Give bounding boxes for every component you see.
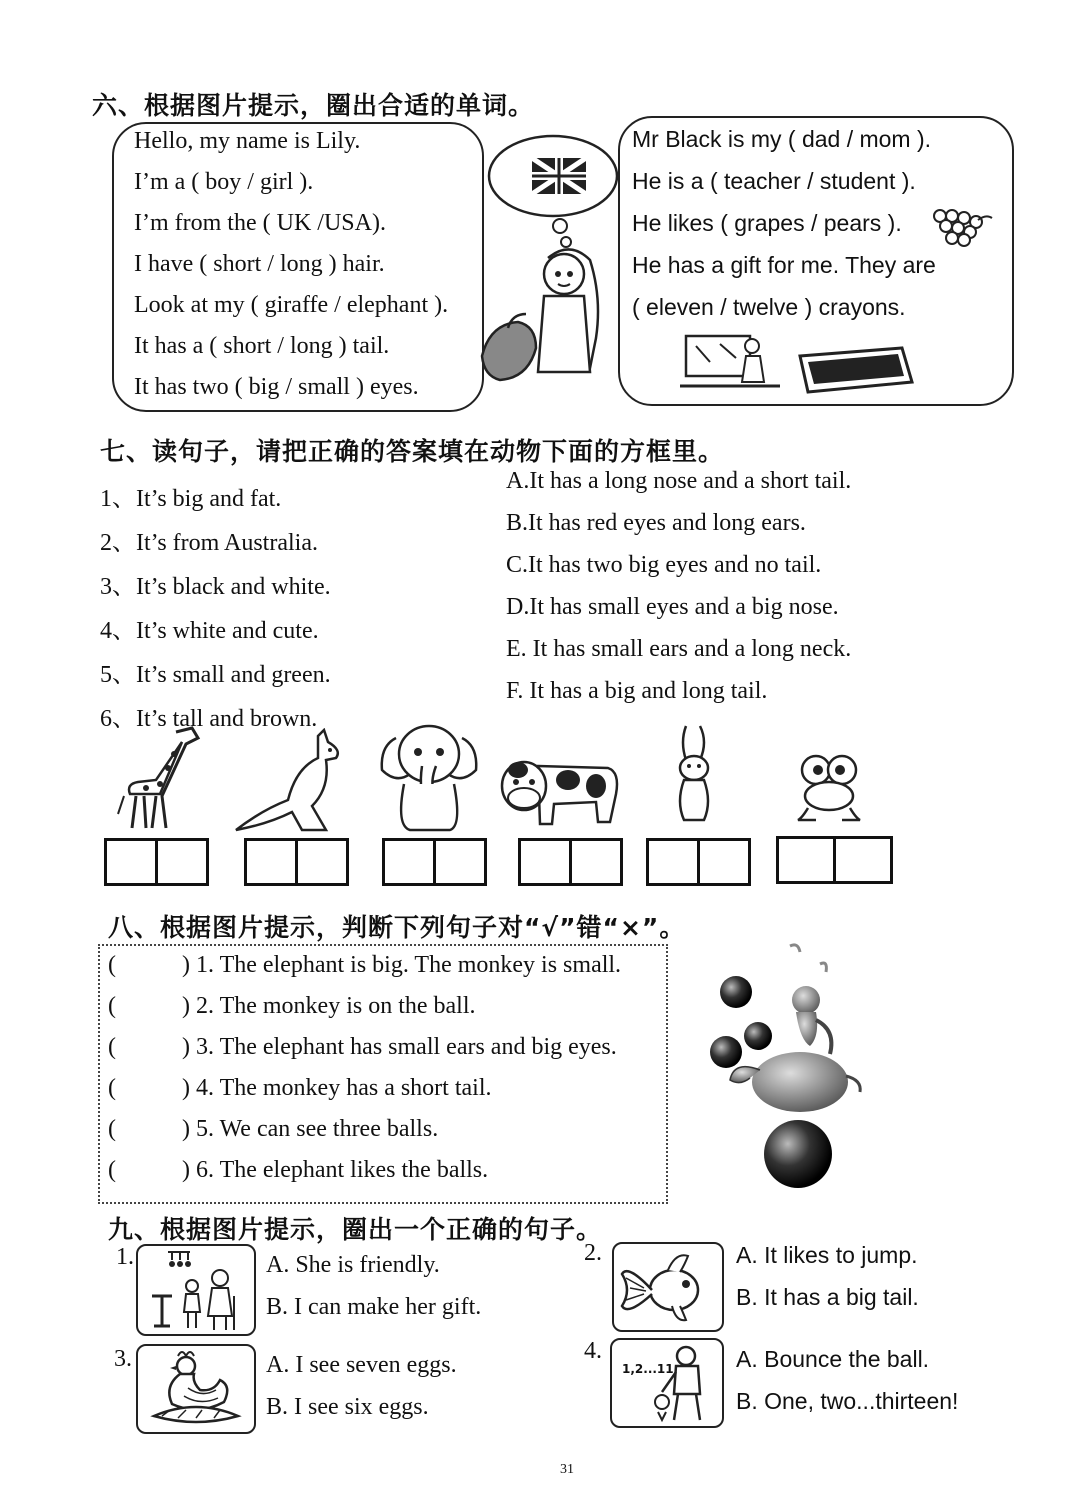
lily-line: It has a ( short / long ) tail. [134,333,390,359]
tf-open-paren[interactable]: ( [108,1034,116,1060]
goldfish-icon [614,1244,722,1330]
lily-line: It has two ( big / small ) eyes. [134,374,419,400]
counting-label: 1,2...11 [622,1362,674,1376]
tf-close-paren[interactable]: ) [182,1075,190,1101]
question-number: 4. [584,1338,602,1364]
question-number: 1. [116,1244,134,1270]
true-false-list [108,952,622,1198]
section8-heading: 八、根据图片提示，判断下列句子对“√”错“×”。 [108,913,686,942]
sentence-item: 5、It’s small and green. [100,662,331,688]
description-item: F. It has a big and long tail. [506,678,768,704]
girl-with-uk-flag-illustration [478,128,628,406]
option-a[interactable]: A. It likes to jump. [736,1242,918,1268]
tf-open-paren[interactable]: ( [108,1157,116,1183]
question4-picture [610,1338,724,1428]
description-item: C.It has two big eyes and no tail. [506,552,822,578]
tf-close-paren[interactable]: ) [182,1034,190,1060]
answer-box-rabbit[interactable] [646,838,751,886]
option-a[interactable]: A. She is friendly. [266,1252,440,1278]
answer-box-elephant[interactable] [382,838,487,886]
option-b[interactable]: B. I see six eggs. [266,1394,429,1420]
mr-black-line: He likes ( grapes / pears ). [632,210,902,236]
section7-sentence-list [100,478,331,742]
question-number: 2. [584,1240,602,1266]
tf-open-paren[interactable]: ( [108,1116,116,1142]
question3-options [266,1352,457,1436]
option-a[interactable]: A. Bounce the ball. [736,1346,930,1372]
section6-heading: 六、根据图片提示，圈出合适的单词。 [92,91,535,120]
tf-sentence: 1. The elephant is big. The monkey is small. [196,952,622,978]
crayon-box-icon [794,344,916,394]
question1-picture [136,1244,256,1336]
option-b[interactable]: B. It has a big tail. [736,1284,919,1310]
answer-box-kangaroo[interactable] [244,838,349,886]
description-item: B.It has red eyes and long ears. [506,510,806,536]
tf-sentence: 2. The monkey is on the ball. [196,993,476,1019]
lily-line: I’m from the ( UK /USA). [134,210,386,236]
answer-box-cow[interactable] [518,838,623,886]
question1-options [266,1252,481,1336]
tf-sentence: 3. The elephant has small ears and big eyes. [196,1034,617,1060]
tf-item [108,993,476,1034]
cow-icon [498,750,624,832]
sentence-item: 2、It’s from Australia. [100,530,318,556]
section7-heading: 七、读句子，请把正确的答案填在动物下面的方框里。 [100,437,725,466]
elephant-icon [376,718,482,836]
description-item: A.It has a long nose and a short tail. [506,468,852,494]
tf-open-paren[interactable]: ( [108,952,116,978]
lily-text-block [134,128,448,415]
option-b[interactable]: B. I can make her gift. [266,1294,482,1320]
tf-sentence: 6. The elephant likes the balls. [196,1157,489,1183]
tf-open-paren[interactable]: ( [108,993,116,1019]
lily-line: Look at my ( giraffe / elephant ). [134,292,449,318]
shop-girl-woman-icon [138,1246,254,1334]
mr-black-text-block [632,126,936,336]
mr-black-line: He has a gift for me. They are [632,252,936,278]
grapes-icon [930,204,994,248]
lily-line: Hello, my name is Lily. [134,128,361,154]
description-item: E. It has small ears and a long neck. [506,636,852,662]
hen-on-nest-icon [138,1346,254,1432]
boy-bouncing-ball-icon [612,1340,722,1426]
giraffe-icon [116,724,206,834]
answer-box-giraffe[interactable] [104,838,209,886]
teacher-at-board-illustration [680,332,782,394]
answer-box-frog[interactable] [776,836,893,884]
mr-black-line: He is a ( teacher / student ). [632,168,916,194]
tf-item [108,1075,492,1116]
frog-icon [796,752,862,826]
sentence-item: 6、It’s tall and brown. [100,706,318,732]
lily-line: I have ( short / long ) hair. [134,251,385,277]
mr-black-line: Mr Black is my ( dad / mom ). [632,126,932,152]
sentence-item: 4、It’s white and cute. [100,618,319,644]
question3-picture [136,1344,256,1434]
elephant-monkey-balls-illustration [700,940,880,1190]
tf-close-paren[interactable]: ) [182,993,190,1019]
mr-black-line: ( eleven / twelve ) crayons. [632,294,906,320]
tf-item [108,1116,439,1157]
tf-item [108,952,622,993]
section7-description-list [506,468,851,720]
lily-line: I’m a ( boy / girl ). [134,169,314,195]
tf-item [108,1157,489,1198]
page-number: 31 [560,1462,574,1477]
tf-item [108,1034,617,1075]
sentence-item: 1、It’s big and fat. [100,486,282,512]
tf-open-paren[interactable]: ( [108,1075,116,1101]
question2-picture [612,1242,724,1332]
tf-close-paren[interactable]: ) [182,1116,190,1142]
description-item: D.It has small eyes and a big nose. [506,594,839,620]
tf-sentence: 5. We can see three balls. [196,1116,439,1142]
tf-close-paren[interactable]: ) [182,952,190,978]
tf-close-paren[interactable]: ) [182,1157,190,1183]
option-a[interactable]: A. I see seven eggs. [266,1352,457,1378]
sentence-item: 3、It’s black and white. [100,574,331,600]
tf-sentence: 4. The monkey has a short tail. [196,1075,492,1101]
rabbit-icon [668,722,720,830]
question4-options [736,1346,958,1430]
kangaroo-icon [232,728,356,834]
option-b[interactable]: B. One, two...thirteen! [736,1388,959,1414]
section9-heading: 九、根据图片提示，圈出一个正确的句子。 [108,1215,603,1244]
question2-options [736,1242,919,1326]
question-number: 3. [114,1346,132,1372]
